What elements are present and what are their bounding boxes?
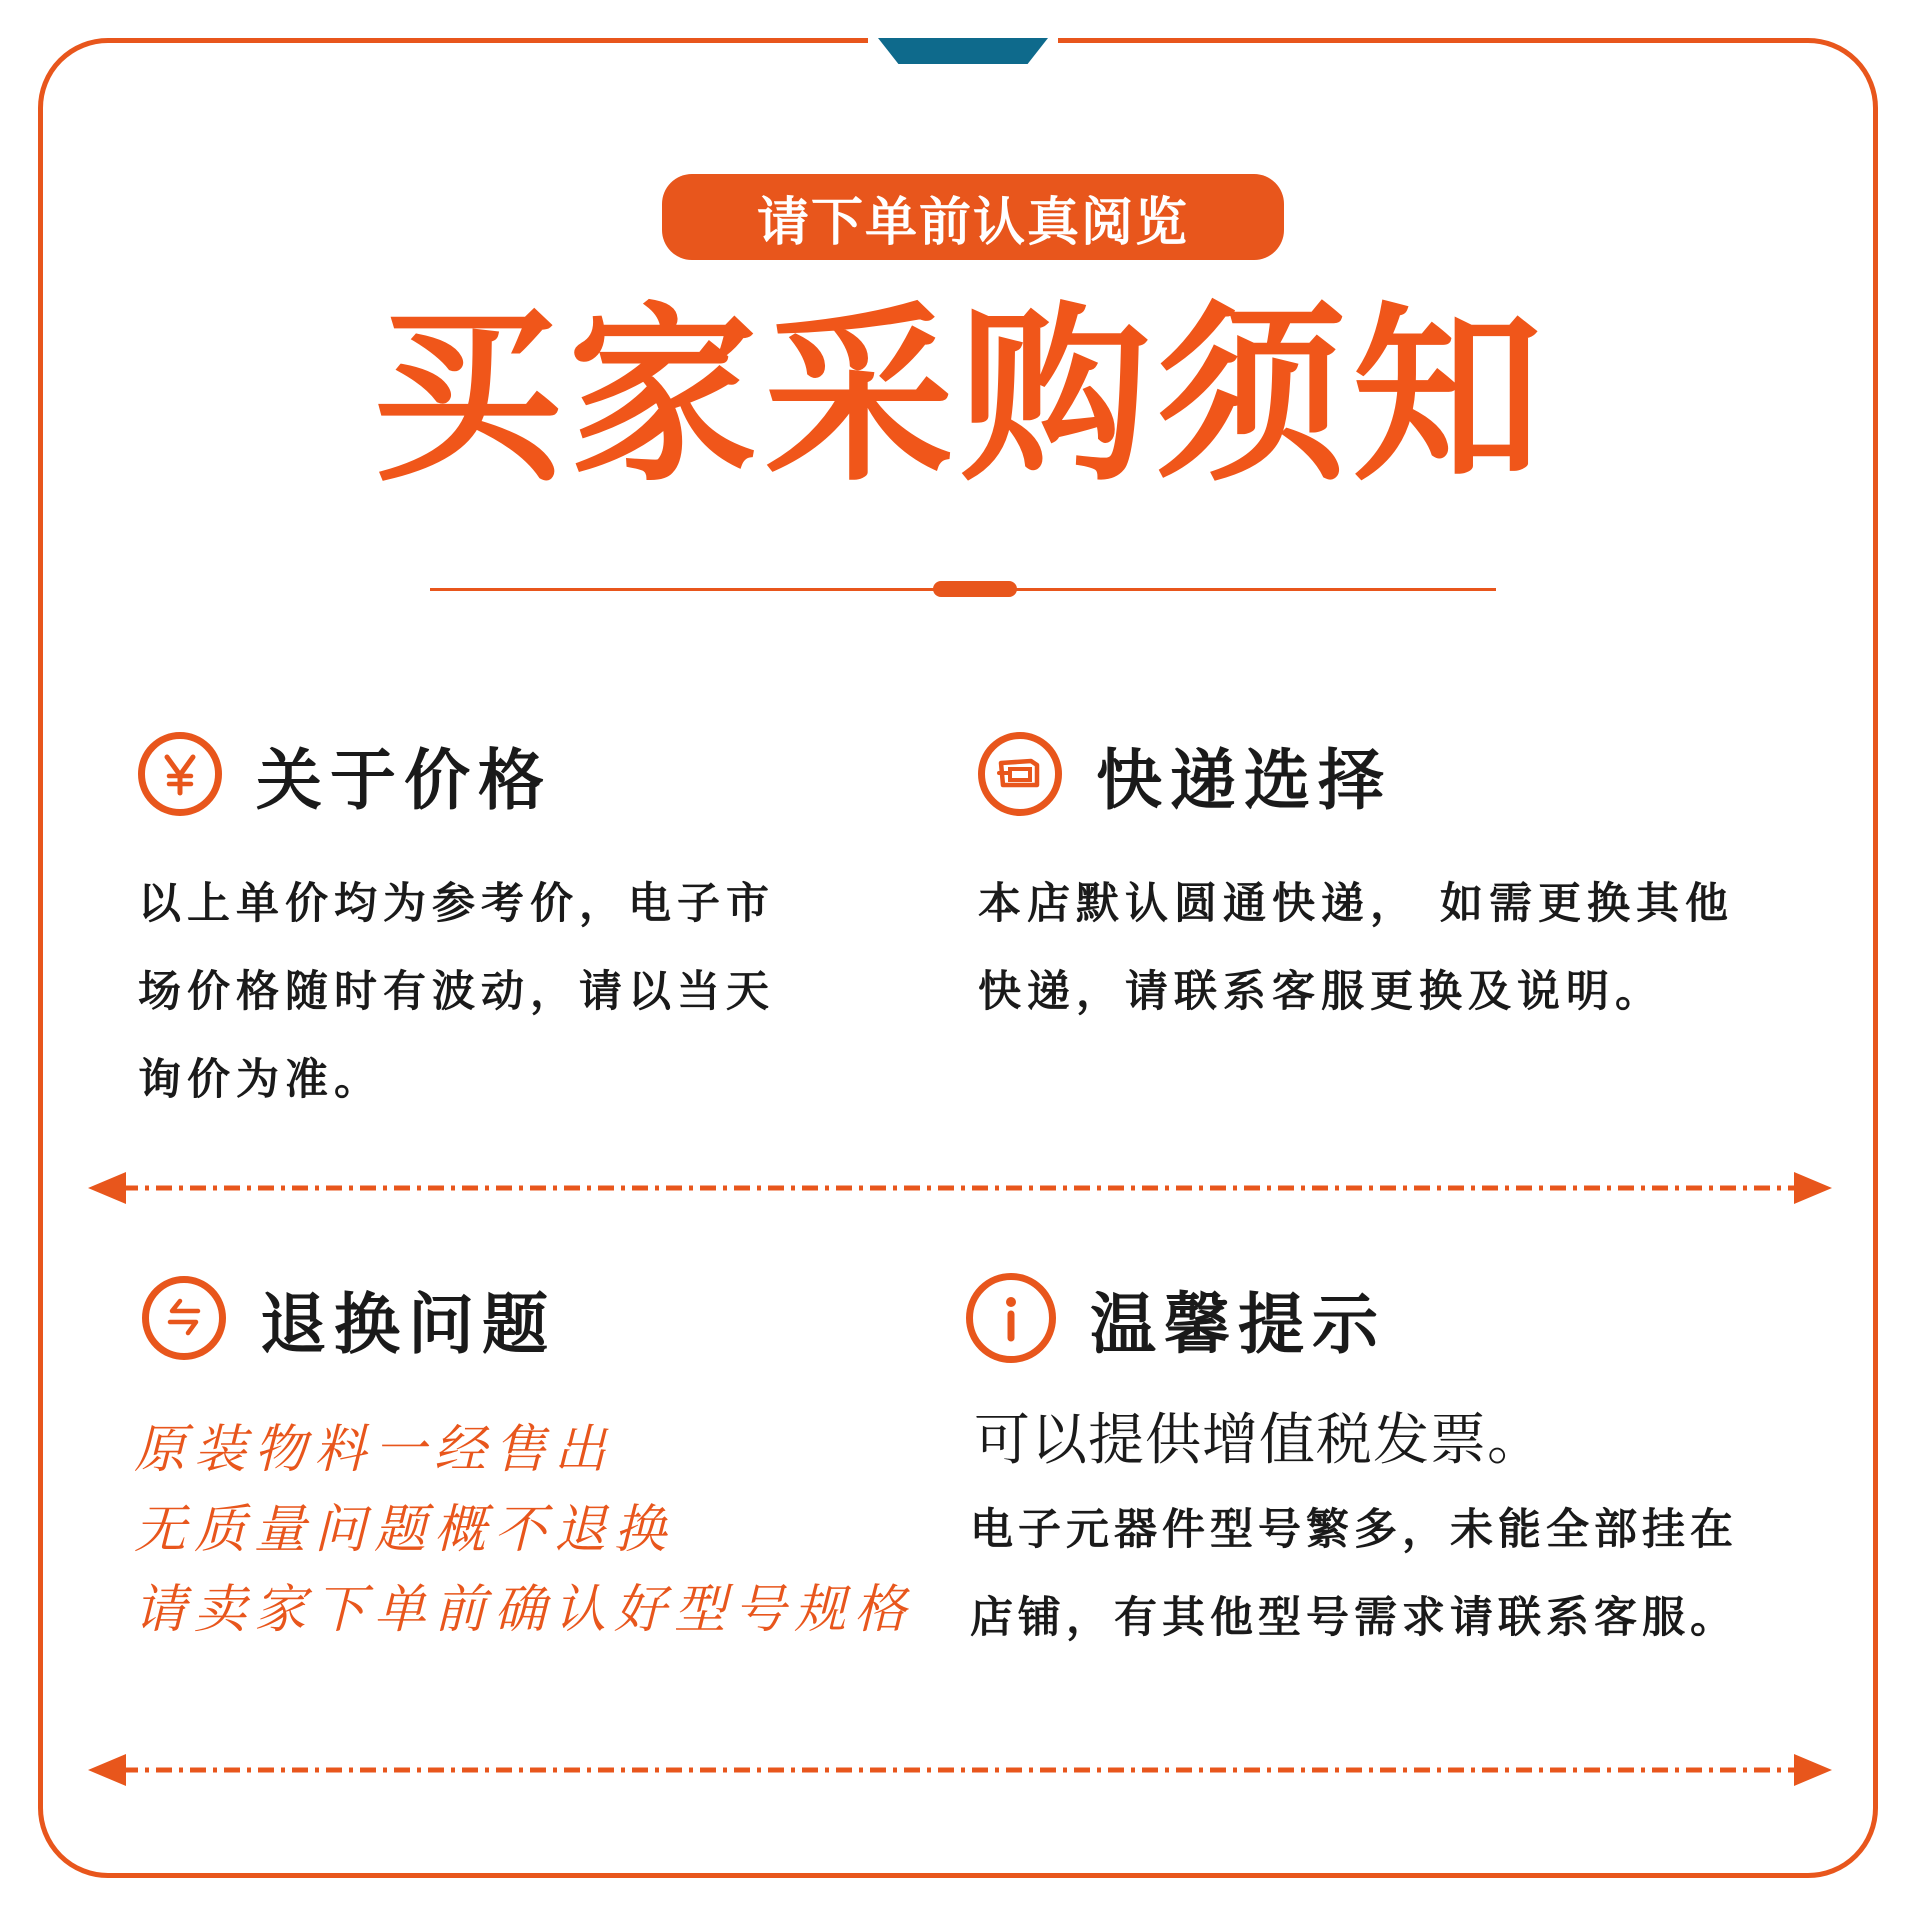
section-tips-body (970, 1486, 1866, 1662)
section-price-line: 以上单价均为参考价，电子市 (138, 879, 775, 929)
section-price (138, 724, 938, 1124)
title-divider-knob (933, 581, 1017, 597)
section-tips-title: 温馨提示 (1090, 1285, 1386, 1363)
section-price-line: 询价为准。 (138, 1055, 383, 1105)
yen-icon (138, 732, 222, 816)
section-returns-header (142, 1268, 962, 1368)
truck-icon (978, 732, 1062, 816)
section-shipping (978, 724, 1858, 1036)
section-tips-line: 电子元器件型号繁多，未能全部挂在 (970, 1505, 1738, 1555)
section-price-title: 关于价格 (256, 741, 552, 819)
section-returns-body (134, 1410, 962, 1650)
section-returns (134, 1268, 962, 1650)
section-price-header (138, 724, 938, 824)
read-before-order-badge: 请下单前认真阅览 (662, 174, 1284, 260)
section-shipping-line: 快递，请联系客服更换及说明。 (978, 967, 1664, 1017)
page-title: 买家采购须知 (372, 285, 1549, 507)
exchange-icon (142, 1276, 226, 1360)
section-price-body (138, 860, 938, 1124)
section-returns-line: 原装物料一经售出 (134, 1420, 615, 1480)
section-shipping-title: 快递选择 (1096, 741, 1392, 819)
dashed-arrow-divider (88, 1168, 1832, 1208)
section-returns-title: 退换问题 (260, 1285, 556, 1363)
section-shipping-line: 本店默认圆通快递， 如需更换其他 (978, 879, 1734, 929)
section-tips-line: 店铺，有其他型号需求请联系客服。 (970, 1593, 1738, 1643)
section-tips-header (966, 1268, 1866, 1368)
top-tab-decoration (878, 38, 1048, 64)
section-tips (966, 1268, 1866, 1662)
section-returns-line: 无质量问题概不退换 (134, 1500, 675, 1560)
section-price-line: 场价格随时有波动，请以当天 (138, 967, 775, 1017)
section-shipping-header (978, 724, 1858, 824)
dashed-arrow-divider (88, 1750, 1832, 1790)
section-shipping-body (978, 860, 1858, 1036)
section-tips-lead: 可以提供增值税发票。 (974, 1408, 1544, 1473)
info-icon (966, 1273, 1056, 1363)
section-returns-line: 请卖家下单前确认好型号规格 (134, 1580, 915, 1640)
